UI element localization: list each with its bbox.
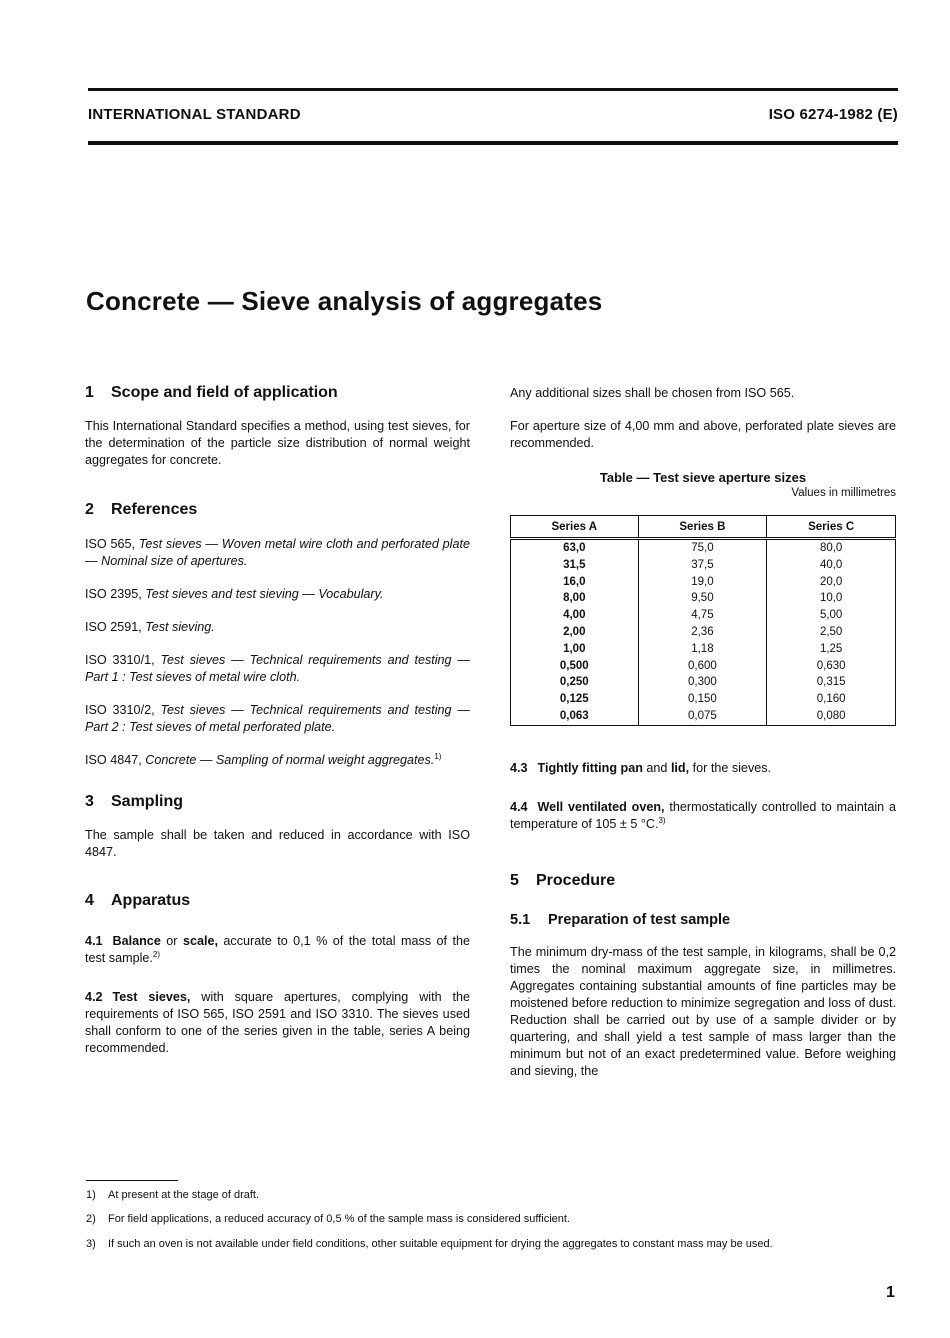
table-row (511, 624, 896, 641)
cell-series-a: 4,00 (511, 607, 639, 624)
cell-series-c: 5,00 (767, 607, 896, 624)
section-3-heading: 3 Sampling (85, 793, 184, 810)
cell-series-a: 8,00 (511, 590, 639, 607)
clause-4-4: 4.4 Well ventilated oven, thermostatically controlled to maintain a temperature of 105 ± 5 °C.$^{3)}$ (510, 800, 896, 831)
table-row (511, 691, 896, 708)
cell-series-b: 19,0 (638, 574, 767, 591)
footnote-1: 1) At present at the stage of draft. (86, 1189, 260, 1201)
cell-series-b: 2,36 (638, 624, 767, 641)
section-5-heading: 5 Procedure (510, 872, 616, 889)
cell-series-c: 2,50 (767, 624, 896, 641)
sieve-aperture-table (510, 515, 896, 726)
section-2-heading: 2 References (85, 501, 198, 518)
reference-item: ISO 2395, Test sieves and test sieving — Vocabulary. (85, 587, 384, 601)
right-column-lower (510, 760, 896, 1080)
clause-4-1: 4.1 Balance or scale, accurate to 0,1 % of the total mass of the test sample.$^{2)}$ (85, 934, 470, 965)
footnote-ref: 3) (658, 815, 666, 825)
section-1-heading: 1 Scope and field of application (85, 384, 338, 401)
section-5-1-heading: 5.1 Preparation of test sample (510, 912, 731, 928)
table-row (511, 590, 896, 607)
header-rule (88, 141, 898, 145)
footnote-rule (86, 1180, 178, 1181)
page-number: 1 (886, 1284, 895, 1301)
clause-4-2: 4.2 Test sieves, with square apertures, complying with the requirements of ISO 565, ISO 2591 and ISO 3310. The sieves used shall conform to one of the series given in the table, series A being recommended. (85, 990, 471, 1055)
top-rule (88, 88, 898, 91)
footnote-2: 2) For field applications, a reduced accuracy of 0,5 % of the sample mass is considered sufficient. (86, 1213, 571, 1225)
cell-series-a: 0,250 (511, 674, 639, 691)
table-row (511, 641, 896, 658)
page-title: Concrete — Sieve analysis of aggregates (86, 286, 603, 316)
reference-item: ISO 2591, Test sieving. (85, 620, 215, 634)
cell-series-b: 0,150 (638, 691, 767, 708)
cell-series-c: 0,315 (767, 674, 896, 691)
cell-series-a: 63,0 (511, 539, 639, 557)
intro-text-1: Any additional sizes shall be chosen from ISO 565. (510, 386, 795, 400)
table-row (511, 658, 896, 675)
table-row (511, 607, 896, 624)
clause-4-3: 4.3 Tightly fitting pan and lid, for the sieves. (510, 761, 772, 775)
cell-series-b: 75,0 (638, 539, 767, 557)
table-row (511, 557, 896, 574)
cell-series-b: 4,75 (638, 607, 767, 624)
column-header: Series A (511, 516, 639, 539)
table-row (511, 574, 896, 591)
section-3-text: The sample shall be taken and reduced in accordance with ISO 4847. (85, 828, 470, 859)
cell-series-b: 0,075 (638, 708, 767, 725)
reference-item: ISO 3310/2, Test sieves — Technical requirements and testing — Part 2 : Test sieves of metal perforated plate. (85, 703, 470, 734)
cell-series-c: 20,0 (767, 574, 896, 591)
cell-series-c: 80,0 (767, 539, 896, 557)
cell-series-a: 31,5 (511, 557, 639, 574)
section-1-text: This International Standard specifies a method, using test sieves, for the determination of the particle size distribution of normal weight aggregates for concrete. (85, 419, 470, 467)
right-column (510, 385, 896, 502)
standard-number: ISO 6274-1982 (E) (768, 106, 898, 123)
cell-series-c: 0,160 (767, 691, 896, 708)
cell-series-a: 0,125 (511, 691, 639, 708)
table-caption: Table — Test sieve aperture sizes (599, 470, 807, 485)
cell-series-b: 9,50 (638, 590, 767, 607)
cell-series-b: 37,5 (638, 557, 767, 574)
footnote-ref: 2) (152, 949, 161, 959)
cell-series-b: 0,600 (638, 658, 767, 675)
reference-item: ISO 3310/1, Test sieves — Technical requirements and testing — Part 1 : Test sieves of metal wire cloth. (85, 653, 470, 684)
section-5-1-text: The minimum dry-mass of the test sample, in kilograms, shall be 0,2 times the nominal maximum aggregate size, in millimetres. Aggregates containing substantial amounts of fine particles may be moistened before reduction to minimize segregation and loss of dust. Reduction shall be carried out by use of a sample divider or by quartering, and shall yield a test sample of mass larger than the minimum but not of an exact predetermined value. Before weighing and sieving, the (510, 945, 896, 1078)
cell-series-b: 1,18 (638, 641, 767, 658)
footnote-3: 3) If such an oven is not available under field conditions, other suitable equipment for drying the aggregates to constant mass may be used. (86, 1238, 773, 1250)
cell-series-c: 0,080 (767, 708, 896, 725)
table-row (511, 539, 896, 557)
cell-series-a: 0,500 (511, 658, 639, 675)
cell-series-a: 16,0 (511, 574, 639, 591)
cell-series-c: 0,630 (767, 658, 896, 675)
table-row (511, 674, 896, 691)
left-column (85, 383, 470, 1057)
table-units: Values in millimetres (791, 487, 896, 499)
cell-series-a: 1,00 (511, 641, 639, 658)
cell-series-b: 0,300 (638, 674, 767, 691)
document-type: INTERNATIONAL STANDARD (88, 106, 301, 123)
cell-series-a: 0,063 (511, 708, 639, 725)
section-4-heading: 4 Apparatus (85, 892, 191, 909)
footnote-ref: 1) (434, 751, 442, 761)
cell-series-c: 40,0 (767, 557, 896, 574)
intro-text-2: For aperture size of 4,00 mm and above, perforated plate sieves are recommended. (510, 419, 896, 450)
reference-item: ISO 4847, Concrete — Sampling of normal weight aggregates.$^{1)}$ (85, 751, 442, 767)
cell-series-a: 2,00 (511, 624, 639, 641)
table-row (511, 708, 896, 725)
cell-series-c: 1,25 (767, 641, 896, 658)
column-header: Series B (638, 516, 767, 539)
reference-item: ISO 565, Test sieves — Woven metal wire cloth and perforated plate — Nominal size of apertures. (85, 537, 470, 568)
cell-series-c: 10,0 (767, 590, 896, 607)
column-header: Series C (767, 516, 896, 539)
